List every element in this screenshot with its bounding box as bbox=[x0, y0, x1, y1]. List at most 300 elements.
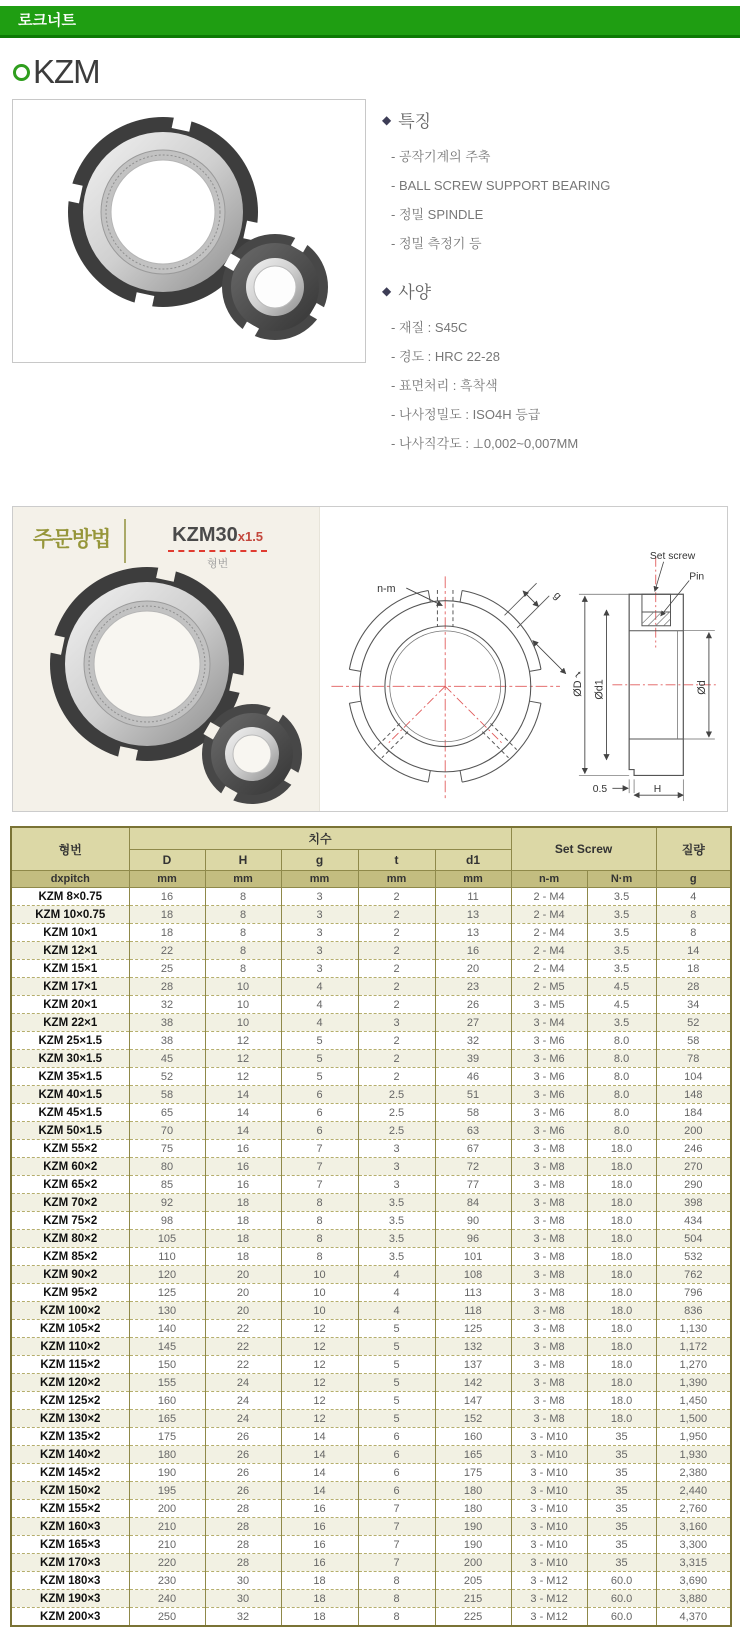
spec-table bbox=[10, 826, 732, 1627]
value-cell: 3 - M10 bbox=[511, 1518, 587, 1536]
value-cell: 14 bbox=[656, 942, 731, 960]
value-cell: 18.0 bbox=[587, 1392, 656, 1410]
model-cell: KZM 105×2 bbox=[11, 1320, 129, 1338]
value-cell: 8 bbox=[358, 1608, 435, 1627]
value-cell: 18 bbox=[281, 1608, 358, 1627]
value-cell: 104 bbox=[656, 1068, 731, 1086]
model-cell: KZM 60×2 bbox=[11, 1158, 129, 1176]
model-cell: KZM 75×2 bbox=[11, 1212, 129, 1230]
value-cell: 6 bbox=[358, 1482, 435, 1500]
value-cell: 38 bbox=[129, 1032, 205, 1050]
value-cell: 4.5 bbox=[587, 978, 656, 996]
value-cell: 18 bbox=[281, 1572, 358, 1590]
table-row bbox=[11, 1554, 731, 1572]
value-cell: 18.0 bbox=[587, 1176, 656, 1194]
value-cell: 4 bbox=[656, 888, 731, 906]
value-cell: 3 - M6 bbox=[511, 1032, 587, 1050]
unit-g: g bbox=[656, 871, 731, 888]
order-heading: 주문방법 bbox=[33, 528, 111, 551]
value-cell: 26 bbox=[435, 996, 511, 1014]
value-cell: 7 bbox=[358, 1500, 435, 1518]
value-cell: 152 bbox=[435, 1410, 511, 1428]
model-cell: KZM 120×2 bbox=[11, 1374, 129, 1392]
value-cell: 35 bbox=[587, 1482, 656, 1500]
value-cell: 16 bbox=[281, 1518, 358, 1536]
value-cell: 3 - M8 bbox=[511, 1212, 587, 1230]
table-row bbox=[11, 1536, 731, 1554]
table-row bbox=[11, 1158, 731, 1176]
model-cell: KZM 170×3 bbox=[11, 1554, 129, 1572]
value-cell: 398 bbox=[656, 1194, 731, 1212]
value-cell: 137 bbox=[435, 1356, 511, 1374]
value-cell: 10 bbox=[281, 1284, 358, 1302]
value-cell: 7 bbox=[358, 1554, 435, 1572]
value-cell: 24 bbox=[205, 1392, 281, 1410]
model-cell: KZM 165×3 bbox=[11, 1536, 129, 1554]
value-cell: 18.0 bbox=[587, 1158, 656, 1176]
value-cell: 58 bbox=[129, 1086, 205, 1104]
value-cell: 12 bbox=[281, 1338, 358, 1356]
value-cell: 2.5 bbox=[358, 1122, 435, 1140]
value-cell: 22 bbox=[205, 1320, 281, 1338]
value-cell: 6 bbox=[358, 1446, 435, 1464]
value-cell: 14 bbox=[205, 1122, 281, 1140]
dim-label-recess-dia: Ød1 bbox=[593, 679, 606, 700]
value-cell: 22 bbox=[205, 1338, 281, 1356]
dim-label-outer-dia: ØD bbox=[571, 680, 584, 697]
value-cell: 2 - M5 bbox=[511, 978, 587, 996]
value-cell: 24 bbox=[205, 1374, 281, 1392]
value-cell: 8 bbox=[281, 1212, 358, 1230]
table-row bbox=[11, 1212, 731, 1230]
table-row bbox=[11, 888, 731, 906]
model-cell: KZM 85×2 bbox=[11, 1248, 129, 1266]
value-cell: 67 bbox=[435, 1140, 511, 1158]
order-product-photo bbox=[27, 559, 317, 807]
value-cell: 1,500 bbox=[656, 1410, 731, 1428]
value-cell: 8 bbox=[656, 906, 731, 924]
value-cell: 3.5 bbox=[587, 906, 656, 924]
value-cell: 14 bbox=[281, 1428, 358, 1446]
value-cell: 220 bbox=[129, 1554, 205, 1572]
value-cell: 60.0 bbox=[587, 1608, 656, 1627]
value-cell: 3 - M12 bbox=[511, 1608, 587, 1627]
value-cell: 4 bbox=[358, 1266, 435, 1284]
model-cell: KZM 200×3 bbox=[11, 1608, 129, 1627]
value-cell: 2 bbox=[358, 924, 435, 942]
value-cell: 3 - M6 bbox=[511, 1086, 587, 1104]
value-cell: 3 - M8 bbox=[511, 1320, 587, 1338]
value-cell: 8 bbox=[205, 942, 281, 960]
value-cell: 504 bbox=[656, 1230, 731, 1248]
value-cell: 12 bbox=[205, 1032, 281, 1050]
value-cell: 18 bbox=[205, 1248, 281, 1266]
unit-mm: mm bbox=[435, 871, 511, 888]
table-row bbox=[11, 1590, 731, 1608]
col-header-weight: 질량 bbox=[656, 827, 731, 871]
value-cell: 35 bbox=[587, 1536, 656, 1554]
page-header-bar bbox=[0, 6, 740, 38]
value-cell: 3,315 bbox=[656, 1554, 731, 1572]
value-cell: 11 bbox=[435, 888, 511, 906]
info-column bbox=[382, 99, 728, 478]
value-cell: 28 bbox=[205, 1518, 281, 1536]
value-cell: 16 bbox=[205, 1176, 281, 1194]
table-row bbox=[11, 1410, 731, 1428]
value-cell: 7 bbox=[358, 1536, 435, 1554]
value-cell: 147 bbox=[435, 1392, 511, 1410]
value-cell: 1,450 bbox=[656, 1392, 731, 1410]
value-cell: 12 bbox=[281, 1356, 358, 1374]
table-row bbox=[11, 1518, 731, 1536]
value-cell: 2 bbox=[358, 960, 435, 978]
model-cell: KZM 145×2 bbox=[11, 1464, 129, 1482]
value-cell: 35 bbox=[587, 1428, 656, 1446]
value-cell: 3.5 bbox=[358, 1212, 435, 1230]
value-cell: 3 bbox=[358, 1140, 435, 1158]
value-cell: 120 bbox=[129, 1266, 205, 1284]
value-cell: 210 bbox=[129, 1536, 205, 1554]
value-cell: 28 bbox=[656, 978, 731, 996]
value-cell: 16 bbox=[435, 942, 511, 960]
table-row bbox=[11, 1284, 731, 1302]
value-cell: 18.0 bbox=[587, 1266, 656, 1284]
value-cell: 18 bbox=[656, 960, 731, 978]
value-cell: 3.5 bbox=[587, 888, 656, 906]
value-cell: 8 bbox=[205, 906, 281, 924]
value-cell: 8 bbox=[281, 1248, 358, 1266]
table-row bbox=[11, 1428, 731, 1446]
value-cell: 3 - M10 bbox=[511, 1464, 587, 1482]
order-divider bbox=[124, 519, 126, 563]
value-cell: 2 bbox=[358, 942, 435, 960]
dim-label-bore-dia: Ød bbox=[695, 680, 708, 695]
value-cell: 28 bbox=[205, 1536, 281, 1554]
value-cell: 3.5 bbox=[587, 942, 656, 960]
value-cell: 8 bbox=[205, 960, 281, 978]
unit-mm: mm bbox=[129, 871, 205, 888]
value-cell: 125 bbox=[435, 1320, 511, 1338]
value-cell: 10 bbox=[205, 1014, 281, 1032]
page-header-title: 로크너트 bbox=[18, 12, 76, 29]
table-row bbox=[11, 906, 731, 924]
unit-Nm: N·m bbox=[587, 871, 656, 888]
table-row bbox=[11, 1302, 731, 1320]
model-cell: KZM 155×2 bbox=[11, 1500, 129, 1518]
model-cell: KZM 70×2 bbox=[11, 1194, 129, 1212]
value-cell: 3 - M8 bbox=[511, 1410, 587, 1428]
value-cell: 180 bbox=[435, 1500, 511, 1518]
value-cell: 2,440 bbox=[656, 1482, 731, 1500]
model-cell: KZM 40×1.5 bbox=[11, 1086, 129, 1104]
order-model-example bbox=[168, 519, 267, 571]
table-row bbox=[11, 1230, 731, 1248]
model-cell: KZM 45×1.5 bbox=[11, 1104, 129, 1122]
value-cell: 200 bbox=[129, 1500, 205, 1518]
table-row bbox=[11, 1356, 731, 1374]
value-cell: 3.5 bbox=[358, 1230, 435, 1248]
model-cell: KZM 140×2 bbox=[11, 1446, 129, 1464]
value-cell: 6 bbox=[281, 1122, 358, 1140]
value-cell: 16 bbox=[205, 1158, 281, 1176]
value-cell: 32 bbox=[205, 1608, 281, 1627]
model-cell: KZM 135×2 bbox=[11, 1428, 129, 1446]
value-cell: 16 bbox=[281, 1536, 358, 1554]
value-cell: 2 bbox=[358, 1050, 435, 1068]
model-cell: KZM 130×2 bbox=[11, 1410, 129, 1428]
value-cell: 4 bbox=[358, 1302, 435, 1320]
model-cell: KZM 8×0.75 bbox=[11, 888, 129, 906]
unit-mm: mm bbox=[205, 871, 281, 888]
value-cell: 130 bbox=[129, 1302, 205, 1320]
table-row bbox=[11, 1086, 731, 1104]
value-cell: 18.0 bbox=[587, 1212, 656, 1230]
value-cell: 14 bbox=[205, 1086, 281, 1104]
unit-n-m: n-m bbox=[511, 871, 587, 888]
value-cell: 18.0 bbox=[587, 1374, 656, 1392]
value-cell: 140 bbox=[129, 1320, 205, 1338]
value-cell: 16 bbox=[281, 1500, 358, 1518]
value-cell: 2 - M4 bbox=[511, 906, 587, 924]
value-cell: 3 - M8 bbox=[511, 1284, 587, 1302]
model-cell: KZM 30×1.5 bbox=[11, 1050, 129, 1068]
value-cell: 45 bbox=[129, 1050, 205, 1068]
value-cell: 6 bbox=[281, 1086, 358, 1104]
col-header-set-screw: Set Screw bbox=[511, 827, 656, 871]
value-cell: 12 bbox=[281, 1320, 358, 1338]
value-cell: 4 bbox=[281, 996, 358, 1014]
value-cell: 190 bbox=[435, 1518, 511, 1536]
table-row bbox=[11, 1122, 731, 1140]
col-header-H: H bbox=[205, 850, 281, 871]
table-row bbox=[11, 1248, 731, 1266]
value-cell: 10 bbox=[205, 978, 281, 996]
value-cell: 3 bbox=[358, 1158, 435, 1176]
value-cell: 12 bbox=[281, 1374, 358, 1392]
value-cell: 13 bbox=[435, 906, 511, 924]
value-cell: 58 bbox=[435, 1104, 511, 1122]
model-cell: KZM 180×3 bbox=[11, 1572, 129, 1590]
value-cell: 18 bbox=[281, 1590, 358, 1608]
value-cell: 72 bbox=[435, 1158, 511, 1176]
value-cell: 3 - M5 bbox=[511, 996, 587, 1014]
value-cell: 3 - M10 bbox=[511, 1446, 587, 1464]
value-cell: 23 bbox=[435, 978, 511, 996]
value-cell: 125 bbox=[129, 1284, 205, 1302]
value-cell: 8.0 bbox=[587, 1050, 656, 1068]
value-cell: 2.5 bbox=[358, 1104, 435, 1122]
model-cell: KZM 160×3 bbox=[11, 1518, 129, 1536]
model-code-text: KZM30 bbox=[172, 524, 238, 546]
table-row bbox=[11, 1446, 731, 1464]
value-cell: 20 bbox=[205, 1266, 281, 1284]
label-pin: Pin bbox=[689, 571, 705, 583]
order-model-caption: 형번 bbox=[206, 558, 229, 570]
value-cell: 1,390 bbox=[656, 1374, 731, 1392]
value-cell: 3 bbox=[281, 888, 358, 906]
value-cell: 3 - M6 bbox=[511, 1050, 587, 1068]
value-cell: 246 bbox=[656, 1140, 731, 1158]
value-cell: 108 bbox=[435, 1266, 511, 1284]
model-cell: KZM 100×2 bbox=[11, 1302, 129, 1320]
value-cell: 3 - M6 bbox=[511, 1104, 587, 1122]
model-cell: KZM 95×2 bbox=[11, 1284, 129, 1302]
value-cell: 80 bbox=[129, 1158, 205, 1176]
value-cell: 205 bbox=[435, 1572, 511, 1590]
table-row bbox=[11, 1374, 731, 1392]
table-row bbox=[11, 1500, 731, 1518]
value-cell: 8.0 bbox=[587, 1068, 656, 1086]
value-cell: 14 bbox=[281, 1446, 358, 1464]
section-view-drawing bbox=[555, 547, 723, 805]
value-cell: 3 - M10 bbox=[511, 1536, 587, 1554]
unit-mm: mm bbox=[358, 871, 435, 888]
page-title bbox=[13, 53, 740, 91]
value-cell: 35 bbox=[587, 1446, 656, 1464]
value-cell: 26 bbox=[205, 1428, 281, 1446]
value-cell: 118 bbox=[435, 1302, 511, 1320]
value-cell: 2 bbox=[358, 1068, 435, 1086]
value-cell: 3 - M8 bbox=[511, 1374, 587, 1392]
value-cell: 38 bbox=[129, 1014, 205, 1032]
value-cell: 3,690 bbox=[656, 1572, 731, 1590]
product-photo bbox=[13, 100, 363, 360]
value-cell: 18.0 bbox=[587, 1338, 656, 1356]
table-body bbox=[11, 888, 731, 1627]
value-cell: 150 bbox=[129, 1356, 205, 1374]
model-cell: KZM 55×2 bbox=[11, 1140, 129, 1158]
value-cell: 12 bbox=[281, 1410, 358, 1428]
dim-label-height: H bbox=[653, 784, 662, 796]
table-row bbox=[11, 1176, 731, 1194]
value-cell: 3 - M4 bbox=[511, 1014, 587, 1032]
value-cell: 60.0 bbox=[587, 1590, 656, 1608]
value-cell: 26 bbox=[205, 1446, 281, 1464]
value-cell: 3 - M8 bbox=[511, 1140, 587, 1158]
model-cell: KZM 12×1 bbox=[11, 942, 129, 960]
diamond-icon: ◆ bbox=[382, 283, 392, 298]
spec-item: - 나사정밀도 : ISO4H 등급 bbox=[391, 407, 541, 422]
value-cell: 35 bbox=[587, 1554, 656, 1572]
spec-item: - 경도 : HRC 22-28 bbox=[391, 349, 500, 364]
product-title-text: KZM bbox=[33, 53, 100, 90]
table-row bbox=[11, 1104, 731, 1122]
value-cell: 434 bbox=[656, 1212, 731, 1230]
value-cell: 92 bbox=[129, 1194, 205, 1212]
value-cell: 8 bbox=[281, 1194, 358, 1212]
value-cell: 7 bbox=[281, 1158, 358, 1176]
value-cell: 3 bbox=[281, 960, 358, 978]
feature-item: - 정밀 SPINDLE bbox=[391, 207, 484, 222]
value-cell: 3 - M12 bbox=[511, 1572, 587, 1590]
small-locknut-photo bbox=[202, 704, 302, 804]
value-cell: 4 bbox=[281, 978, 358, 996]
diamond-icon: ◆ bbox=[382, 112, 392, 127]
table-row bbox=[11, 1482, 731, 1500]
value-cell: 7 bbox=[281, 1140, 358, 1158]
value-cell: 3 - M8 bbox=[511, 1230, 587, 1248]
front-view-drawing bbox=[313, 555, 591, 803]
value-cell: 3.5 bbox=[358, 1194, 435, 1212]
product-photo-box bbox=[12, 99, 366, 363]
value-cell: 8.0 bbox=[587, 1104, 656, 1122]
value-cell: 63 bbox=[435, 1122, 511, 1140]
value-cell: 5 bbox=[358, 1320, 435, 1338]
value-cell: 52 bbox=[656, 1014, 731, 1032]
value-cell: 18.0 bbox=[587, 1140, 656, 1158]
model-cell: KZM 125×2 bbox=[11, 1392, 129, 1410]
col-header-dims: 치수 bbox=[129, 827, 511, 850]
value-cell: 1,172 bbox=[656, 1338, 731, 1356]
value-cell: 7 bbox=[281, 1176, 358, 1194]
model-cell: KZM 15×1 bbox=[11, 960, 129, 978]
value-cell: 22 bbox=[129, 942, 205, 960]
small-locknut-photo bbox=[222, 234, 328, 340]
value-cell: 2 bbox=[358, 888, 435, 906]
value-cell: 180 bbox=[129, 1446, 205, 1464]
value-cell: 18.0 bbox=[587, 1284, 656, 1302]
value-cell: 14 bbox=[281, 1464, 358, 1482]
value-cell: 4 bbox=[281, 1014, 358, 1032]
value-cell: 3.5 bbox=[587, 1014, 656, 1032]
value-cell: 240 bbox=[129, 1590, 205, 1608]
value-cell: 3 - M8 bbox=[511, 1194, 587, 1212]
value-cell: 4.5 bbox=[587, 996, 656, 1014]
unit-mm: mm bbox=[281, 871, 358, 888]
model-cell: KZM 50×1.5 bbox=[11, 1122, 129, 1140]
value-cell: 3.5 bbox=[587, 960, 656, 978]
table-row bbox=[11, 978, 731, 996]
value-cell: 190 bbox=[435, 1536, 511, 1554]
value-cell: 190 bbox=[129, 1464, 205, 1482]
value-cell: 3.5 bbox=[587, 924, 656, 942]
value-cell: 270 bbox=[656, 1158, 731, 1176]
value-cell: 24 bbox=[205, 1410, 281, 1428]
value-cell: 215 bbox=[435, 1590, 511, 1608]
value-cell: 16 bbox=[205, 1140, 281, 1158]
value-cell: 18.0 bbox=[587, 1356, 656, 1374]
col-header-d1: d1 bbox=[435, 850, 511, 871]
value-cell: 110 bbox=[129, 1248, 205, 1266]
value-cell: 28 bbox=[129, 978, 205, 996]
value-cell: 5 bbox=[358, 1338, 435, 1356]
value-cell: 5 bbox=[281, 1032, 358, 1050]
value-cell: 3 - M8 bbox=[511, 1338, 587, 1356]
model-cell: KZM 20×1 bbox=[11, 996, 129, 1014]
value-cell: 2 bbox=[358, 906, 435, 924]
value-cell: 101 bbox=[435, 1248, 511, 1266]
value-cell: 4,370 bbox=[656, 1608, 731, 1627]
model-suffix-text: x1.5 bbox=[237, 529, 264, 544]
value-cell: 2 - M4 bbox=[511, 960, 587, 978]
model-cell: KZM 10×0.75 bbox=[11, 906, 129, 924]
value-cell: 5 bbox=[358, 1392, 435, 1410]
value-cell: 3 - M10 bbox=[511, 1482, 587, 1500]
table-row bbox=[11, 1464, 731, 1482]
value-cell: 84 bbox=[435, 1194, 511, 1212]
value-cell: 8 bbox=[656, 924, 731, 942]
value-cell: 70 bbox=[129, 1122, 205, 1140]
value-cell: 132 bbox=[435, 1338, 511, 1356]
value-cell: 35 bbox=[587, 1518, 656, 1536]
value-cell: 148 bbox=[656, 1086, 731, 1104]
value-cell: 5 bbox=[281, 1068, 358, 1086]
value-cell: 18.0 bbox=[587, 1248, 656, 1266]
table-row bbox=[11, 1392, 731, 1410]
value-cell: 3.5 bbox=[358, 1248, 435, 1266]
table-row bbox=[11, 1050, 731, 1068]
value-cell: 2,760 bbox=[656, 1500, 731, 1518]
